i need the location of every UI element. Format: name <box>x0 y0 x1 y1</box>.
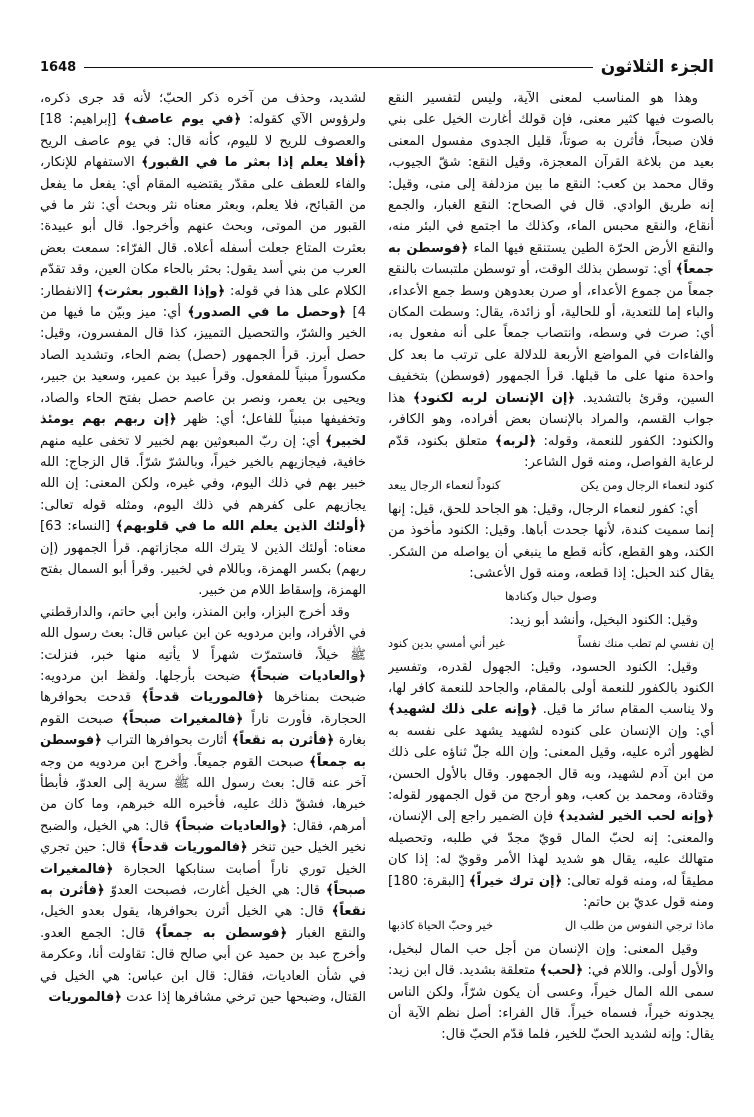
quran-citation: ﴿والعاديات ضبحاً﴾ <box>249 668 366 684</box>
quran-citation: ﴿وإنه لحب الخير لشديد﴾ <box>558 809 714 825</box>
text-paragraph: وقيل: الكنود الحسود، وقيل: الجهول لقدره، وتفسير الكنود بالكفور للنعمة أولى بالمقام، والجاحد للنعمة كافر لها، ولا يناسب المقام سائر ما قيل. ﴿وإنه على ذلك لشهيد﴾ أي: وإن الإنسان على كنوده لشهيد يشهد على نفسه به لظهور أثره عليه، وقيل المعنى: وإن الله جلّ ثناؤه على ذلك من ابن آدم لشهيد، وبه قال الجمهور. وقال بالأول الحسن، وقتادة، ومحمد بن كعب، وهو أرجح من قول الجمهور لقوله: ﴿وإنه لحب الخير لشديد﴾ فإن الضمير راجع إلى الإنسان، والمعنى: إنه لحبّ المال قويّ مجدّ في طلبه، وتحصيله متهالك عليه، يقال هو شديد لهذا الأمر وقويّ له: إذا كان مطيقاً له، ومنه قوله تعالى: ﴿إن ترك خيراً﴾ [البقرة: 180] ومنه قول عديّ بن حاتم: <box>388 659 714 911</box>
page-number: 1648 <box>40 59 77 75</box>
verse-first-hemistich: ماذا ترجي النفوس من طلب ال <box>564 918 714 933</box>
text-paragraph: وقيل: الكنود البخيل، وأنشد أبو زيد: <box>509 612 698 628</box>
quran-citation: ﴿إن الإنسان لربه لكنود﴾ <box>412 390 576 406</box>
quran-citation: ﴿أفلا يعلم إذا بعثر ما في القبور﴾ <box>141 155 366 171</box>
quran-citation: ﴿فالمغيرات صبحاً﴾ <box>40 861 366 899</box>
text-paragraph: وقيل المعنى: وإن الإنسان من أجل حب المال لبخيل، والأول أولى. واللام في: ﴿لحب﴾ متعلقة بشديد. قال ابن زيد: سمى الله المال خيراً، وعسى أن يكون شرّاً، ولكن الناس يجدونه خيراً، فسماه خيراً. قال الفراء: أصل نظم الآية أن يقال: وإنه لشديد الحبّ للخير، فلما قدّم الحبّ قال: <box>388 941 714 1043</box>
page-header <box>40 56 714 78</box>
poem-verse <box>388 915 714 936</box>
quran-citation: ﴿وحصل ما في الصدور﴾ <box>187 305 347 321</box>
quran-citation: ﴿فأثرن به نقعاً﴾ <box>40 883 366 920</box>
text-paragraph: لشديد، وحذف من آخره ذكر الحبّ؛ لأنه قد جرى ذكره، ولرؤوس الآي كقوله: ﴿في يوم عاصف﴾ [إبراهيم: 18] والعصوف للريح لا لليوم، كأنه قال: في يوم عاصف الريح ﴿أفلا يعلم إذا بعثر ما في القبور﴾ الاستفهام للإنكار، والفاء للعطف على مقدّر يقتضيه المقام أي: يفعل ما يفعل من القبائح، فلا يعلم، وبعثر معناه نثر وبحث أي: نثر ما في القبور من الموتى، وبحث عنهم وأخرجوا. قال أبو عبيدة: بعثرت المتاع جعلت أسفله أعلاه. قال الفرّاء: سمعت بعض العرب من بني أسد يقول: بحثر بالحاء مكان العين، وقد تقدّم الكلام على هذا في قوله: ﴿وإذا القبور بعثرت﴾ [الانفطار: 4] ﴿وحصل ما في الصدور﴾ أي: ميز وبيّن ما فيها من الخير والشرّ، والتحصيل التمييز، كذا قال المفسرون، وقيل: حصل أبرز. قرأ الجمهور (حصل) بضم الحاء، وتشديد الصاد مكسوراً مبنياً للمفعول. وقرأ عبيد بن عمير، وسعيد بن جبير، ويحيى بن يعمر، ونصر بن عاصم حصل بفتح الحاء والصاد، وتخفيفها مبنياً للفاعل؛ أي: ظهر ﴿إن ربهم بهم يومئذ لخبير﴾ أي: إن ربّ المبعوثين بهم لخبير لا تخفى عليه منهم خافية، فيجازيهم بالخير خيراً، وبالشرّ شرّاً. قال الزجاج: الله خبير بهم في ذلك اليوم، وفي غيره، ولكن المعنى: إن الله يجازيهم على كفرهم في ذلك اليوم، ومثله قوله تعالى: ﴿أولئك الذين يعلم الله ما في قلوبهم﴾ [النساء: 63] معناه: أولئك الذين لا يترك الله مجازاتهم. قرأ الجمهور (إن ربهم) بكسر الهمزة، وباللام في لخبير. وقرأ أبو السمال بفتح الهمزة، وإسقاط اللام من خبير. <box>40 91 366 599</box>
quran-citation: ﴿والعاديات ضبحاً﴾ <box>174 818 288 834</box>
quran-citation: ﴿فالمغيرات صبحاً﴾ <box>121 711 244 727</box>
left-column <box>40 88 366 1095</box>
quran-citation: ﴿فوسطن به جمعاً﴾ <box>40 733 366 770</box>
verse-first-hemistich: إن نفسي لم تطب منك نفساً <box>578 636 714 651</box>
verse-second-hemistich: غير أني أمسي بدين كنود <box>388 636 505 651</box>
running-title: الجزء الثلاثون <box>600 57 714 77</box>
quran-citation: ﴿فالموريات <box>48 990 122 1006</box>
header-rule <box>84 67 593 68</box>
poem-verse <box>388 633 714 654</box>
poem-verse <box>388 475 714 496</box>
quran-citation: ﴿في يوم عاصف﴾ <box>123 112 242 128</box>
verse-second-hemistich: كنوداً لنعماء الرجال يبعد <box>388 478 501 493</box>
text-paragraph: وقد أخرج البزار، وابن المنذر، وابن أبي حاتم، والدارقطني في الأفراد، وابن مردويه عن ابن عباس قال: بعث رسول الله ﷺ خيلاً، فاستمرّت شهراً لا يأتيه منها خبر، فنزلت: ﴿والعاديات ضبحاً﴾ ضبحت بأرجلها. ولفظ ابن مردويه: ضبحت بمناخرها ﴿فالموريات قدحاً﴾ قدحت بحوافرها الحجارة، فأورت ناراً ﴿فالمغيرات صبحاً﴾ صبحت القوم بغارة ﴿فأثرن به نقعاً﴾ أثارت بحوافرها التراب ﴿فوسطن به جمعاً﴾ صبحت القوم جميعاً. وأخرج ابن مردويه من وجه آخر عنه قال: بعث رسول الله ﷺ سرية إلى العدوّ، فأبطأ خبرها، فشقّ ذلك عليه، فأخبره الله خبرهم، وما كان من أمرهم، فقال: ﴿والعاديات ضبحاً﴾ قال: هي الخيل، والضبح نخير الخيل حين تنخر ﴿فالموريات قدحاً﴾ قال: حين تجري الخيل توري ناراً أصابت سنابكها الحجارة ﴿فالمغيرات صبحاً﴾ قال: هي الخيل أغارت، فصبحت العدوّ ﴿فأثرن به نقعاً﴾ قال: هي الخيل أثرن بحوافرها، يقول بعدو الخيل، والنقع الغبار ﴿فوسطن به جمعاً﴾ قال: الجمع العدو. وأخرج عبد بن حميد عن أبي صالح قال: تقاولت أنا، وعكرمة في شأن العاديات، فقال: قال ابن عباس: هي الخيل في القتال، وضبحها حين ترخي مشافرها إذا عدت ﴿فالموريات <box>40 604 366 1006</box>
poem-half-verse: وصول حبال وكنادها <box>504 589 598 604</box>
quran-citation: ﴿لربه﴾ <box>495 433 537 449</box>
quran-citation: ﴿لحب﴾ <box>539 963 584 979</box>
quran-citation: ﴿إن ترك خيراً﴾ <box>468 873 563 889</box>
quran-citation: ﴿وإذا القبور بعثرت﴾ <box>96 283 226 299</box>
verse-first-hemistich: كنود لنعماء الرجال ومن يكن <box>580 478 714 493</box>
text-paragraph: وهذا هو المناسب لمعنى الآية، وليس لتفسير النقع بالصوت فيها كثير معنى، فإن قولك أغارت الخيل على بني فلان صبحاً، فأثرن به صوتاً، قليل الجدوى مفسول المعنى بعيد من بلاغة القرآن المعجزة، وقيل النقع: شقّ الجيوب، وقال محمد بن كعب: النقع ما بين مزدلفة إلى منى، وقيل: إنه طريق الوادي. قال في الصحاح: النقع الغبار، والجمع أنقاع، والنقع محبس الماء، وكذلك ما اجتمع في البئر منه، والنقع الأرض الحرّة الطين يستنقع فيها الماء ﴿فوسطن به جمعاً﴾ أي: توسطن بذلك الوقت، أو توسطن ملتبسات بالنقع جمعاً من جموع الأعداء، أو صرن بعدوهن وسط جمع الأعداء، والباء إما للتعدية، أو للحالية، أو زائدة، يقال: وسطت المكان أي: صرت في وسطه، وانتصاب جمعاً على أنه مفعول به، والفاءات في المواضع الأربعة للدلالة على ترتب ما بعد كل واحدة منها على ما قبلها. قرأ الجمهور (فوسطن) بتخفيف السين، وقرئ بالتشديد. ﴿إن الإنسان لربه لكنود﴾ هذا جواب القسم، والمراد بالإنسان بعض أفراده، وهو الكافر، والكنود: الكفور للنعمة، وقوله: ﴿لربه﴾ متعلق بكنود، قدّم لرعاية الفواصل، ومنه قول الشاعر: <box>388 91 714 470</box>
verse-second-hemistich: خير وحبّ الحياة كاذبها <box>388 918 494 933</box>
quran-citation: ﴿وإنه على ذلك لشهيد﴾ <box>388 702 538 718</box>
quran-citation: ﴿فوسطن به جمعاً﴾ <box>388 240 714 278</box>
quran-citation: ﴿إن ربهم بهم يومئذ لخبير﴾ <box>40 412 366 449</box>
right-column <box>388 88 714 1095</box>
quran-citation: ﴿فوسطن به جمعاً﴾ <box>154 925 288 941</box>
quran-citation: ﴿أولئك الذين يعلم الله ما في قلوبهم﴾ <box>115 519 366 535</box>
text-paragraph: أي: كفور لنعماء الرجال، وقيل: هو الجاحد للحق، قيل: إنها إنما سميت كندة، لأنها جحدت أباها. وقيل: الكنود مأخوذ من الكند، وهو القطع، كأنه قطع ما ينبغي أن يواصله من الشكر. يقال كند الحبل: إذا قطعه، ومنه قول الأعشى: <box>388 501 714 581</box>
quran-citation: ﴿فالموريات قدحاً﴾ <box>130 840 248 856</box>
text-columns <box>40 88 714 1095</box>
quran-citation: ﴿فأثرن به نقعاً﴾ <box>231 733 335 749</box>
quran-citation: ﴿فالموريات قدحاً﴾ <box>141 690 264 706</box>
